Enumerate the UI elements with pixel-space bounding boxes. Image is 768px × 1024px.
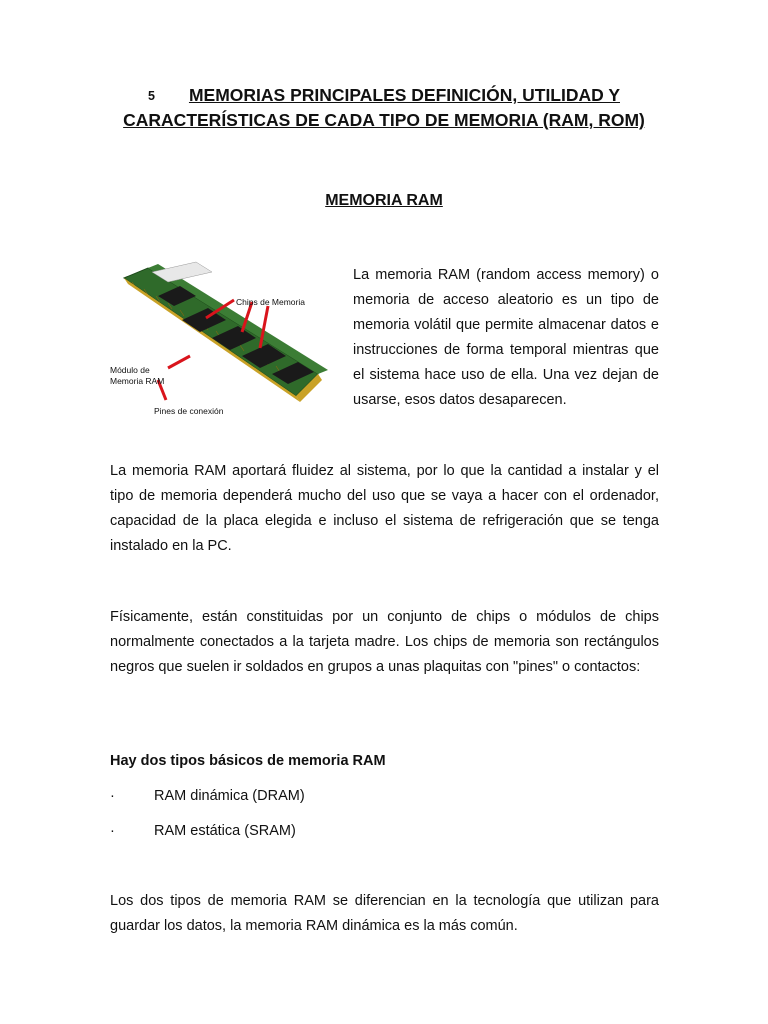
memoria-ram-subheading: MEMORIA RAM [325, 192, 443, 209]
paragraph-fluidity: La memoria RAM aportará fluidez al sistema, por lo que la cantidad a instalar y el tipo de memoria dependerá mucho del uso que se vaya a hacer con el ordenador, capacidad de la placa elegida e incluso el sistema de refrigeración que se tenga instalado en la PC. [110, 463, 659, 554]
list-item-text: RAM estática (SRAM) [154, 823, 296, 839]
paragraph-physical: Físicamente, están constituidas por un conjunto de chips o módulos de chips normalmente conectados a la tarjeta madre. Los chips de memoria son rectángulos negros que suelen ir soldados en grupos a unas plaquitas con "pines" o contactos: [110, 609, 659, 675]
section-title: MEMORIAS PRINCIPALES DEFINICIÓN, UTILIDAD Y CARACTERÍSTICAS DE CADA TIPO DE MEMORIA (RAM, ROM) [123, 85, 645, 130]
section-heading [100, 83, 668, 132]
intro-paragraph: La memoria RAM (random access memory) o memoria de acceso aleatorio es un tipo de memoria volátil que permite almacenar datos e instrucciones de forma temporal mientras que el sistema hace uso de ella. Una vez dejan de usarse, esos datos desaparecen. [353, 267, 659, 408]
list-item-text: RAM dinámica (DRAM) [154, 788, 305, 804]
section-number: 5 [148, 89, 155, 103]
bullet-marker: · [110, 823, 115, 839]
types-heading: Hay dos tipos básicos de memoria RAM [110, 753, 386, 769]
pins-label: Pines de conexión [154, 406, 224, 416]
bullet-marker: · [110, 788, 115, 804]
chips-label: Chips de Memoria [236, 297, 305, 307]
ram-module-figure [108, 256, 330, 432]
module-label-line1: Módulo de [110, 365, 150, 375]
module-label-line2: Memoria RAM [110, 376, 165, 386]
closing-paragraph: Los dos tipos de memoria RAM se diferencian en la tecnología que utilizan para guardar los datos, la memoria RAM dinámica es la más común. [110, 893, 659, 934]
